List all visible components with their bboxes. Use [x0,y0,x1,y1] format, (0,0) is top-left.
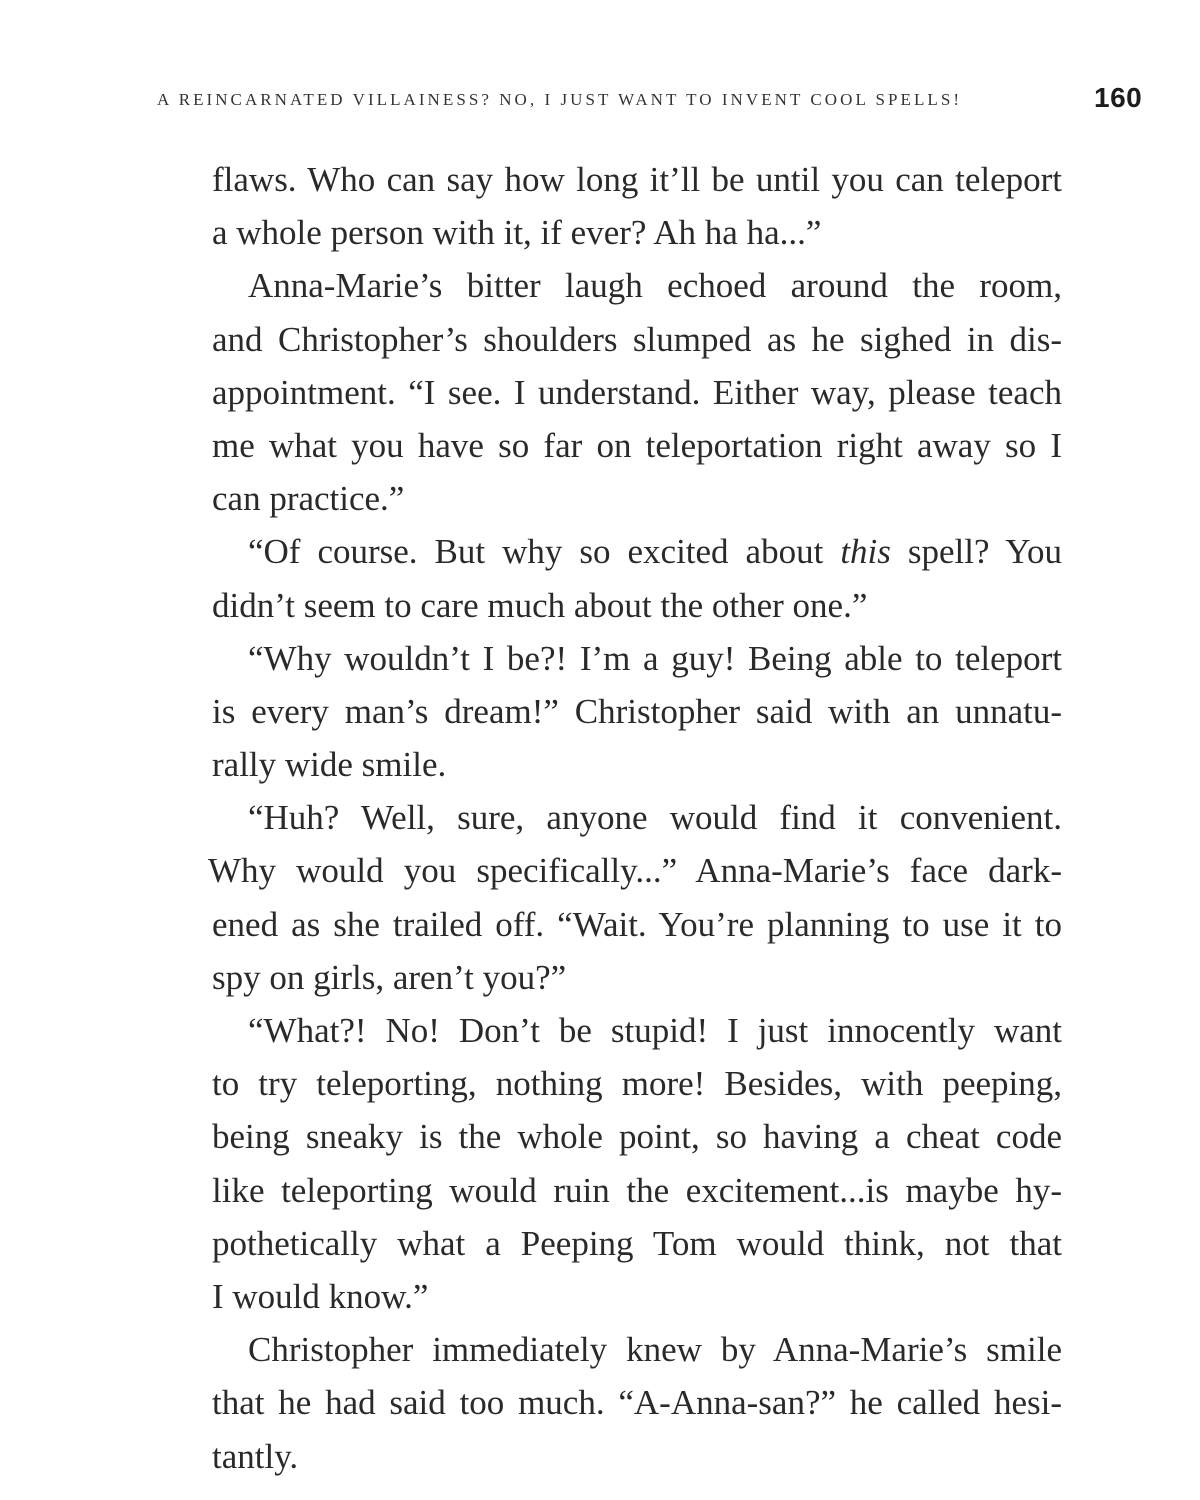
text-line: me what you have so far on teleportation right away so I [212,425,1062,465]
text-line: like teleporting would ruin the excitement...is maybe hy- [212,1170,1062,1210]
text-line: appointment. “I see. I understand. Either way, please teach [212,372,1062,412]
text-line: pothetically what a Peeping Tom would think, not that [212,1223,1062,1263]
text-line: ened as she trailed off. “Wait. You’re planning to use it to [212,904,1062,944]
text-line: rally wide smile. [212,745,447,785]
text-run: “Of course. But why so excited about [248,532,841,572]
text-line: “Why wouldn’t I be?! I’m a guy! Being able to teleport [248,638,1062,678]
text-line: is every man’s dream!” Christopher said with an unnatu- [212,691,1062,731]
text-line: I would know.” [212,1276,429,1316]
text-line: being sneaky is the whole point, so having a cheat code [212,1117,1062,1157]
text-line: Christopher immediately knew by Anna-Marie’s smile [248,1330,1062,1370]
text-line: didn’t seem to care much about the other one.” [212,585,868,625]
text-line: Why would you specifically...” Anna-Marie’s face dark- [208,851,1062,891]
text-line: tantly. [212,1436,299,1476]
text-line: flaws. Who can say how long it’ll be until you can teleport [212,160,1062,199]
text-line: spy on girls, aren’t you?” [212,957,567,997]
text-line: a whole person with it, if ever? Ah ha ha...” [212,213,822,253]
page-number: 160 [1094,82,1143,113]
running-title: A REINCARNATED VILLAINESS? NO, I JUST WANT TO INVENT COOL SPELLS! [157,90,963,109]
running-header [0,82,1200,116]
emphasis: this [840,532,891,572]
text-line: to try teleporting, nothing more! Besides, with peeping, [212,1064,1062,1104]
text-line: that he had said too much. “A-Anna-san?” he called hesi- [212,1383,1062,1423]
text-line: “Huh? Well, sure, anyone would find it convenient. [248,798,1062,838]
text-run: spell? You [890,532,1062,572]
text-line: can practice.” [212,479,405,519]
text-line: “What?! No! Don’t be stupid! I just innocently want [248,1011,1062,1050]
text-line: and Christopher’s shoulders slumped as he sighed in dis- [212,319,1062,359]
text-line [212,525,1062,578]
body-text [208,153,1062,1483]
text-line: Anna-Marie’s bitter laugh echoed around the room, [248,266,1062,306]
